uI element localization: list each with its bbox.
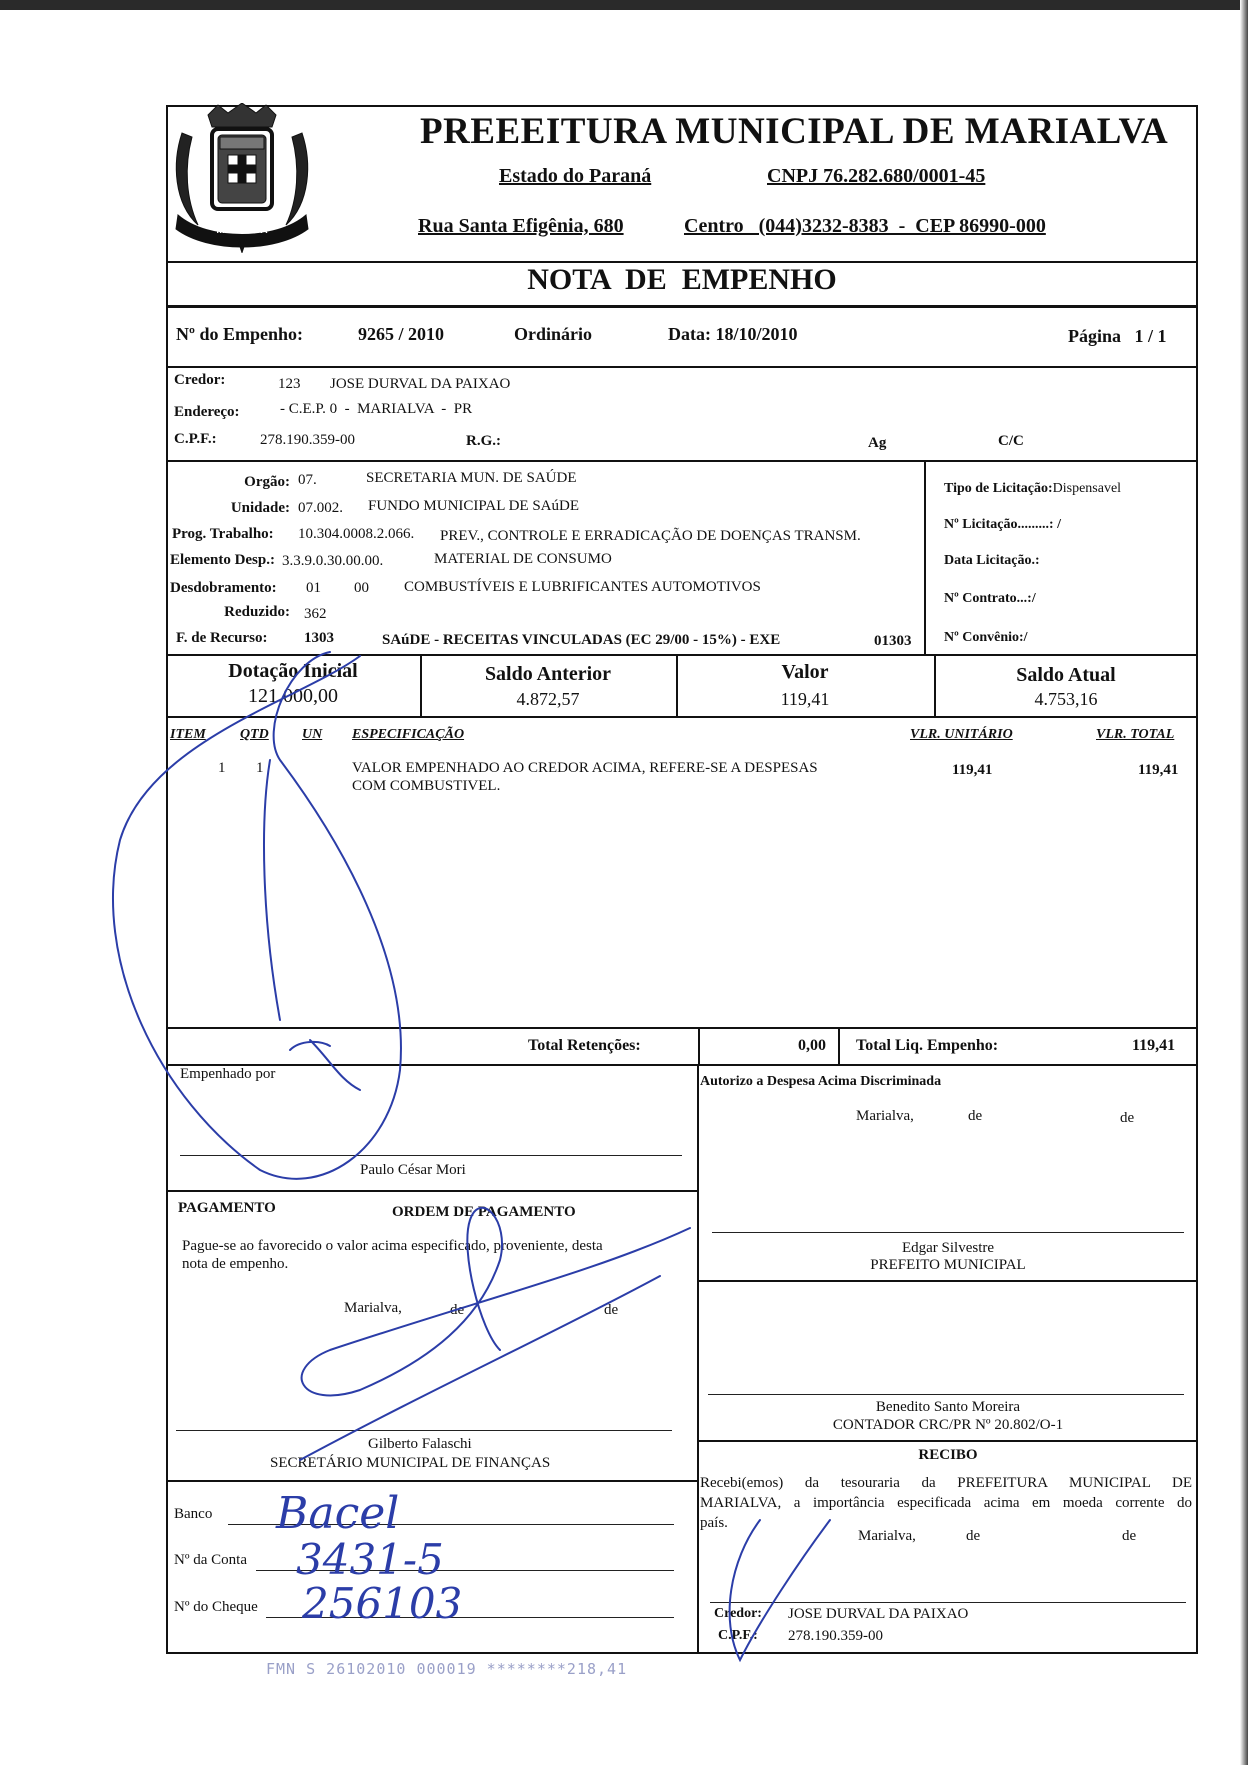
total-liquido-value: 119,41 bbox=[1132, 1037, 1176, 1054]
endereco-label: Endereço: bbox=[174, 404, 240, 420]
doc-title: NOTA DE EMPENHO bbox=[527, 263, 837, 296]
contador-name: Benedito Santo Moreira bbox=[875, 1399, 1021, 1415]
total-retencoes-label: Total Retenções: bbox=[528, 1037, 641, 1054]
valor-value: 119,41 bbox=[780, 689, 830, 709]
empenho-page: Página 1 / 1 bbox=[1068, 326, 1167, 346]
pague-se-line1: Pague-se ao favorecido o valor acima especificado, proveniente, desta bbox=[182, 1238, 603, 1254]
autorizo-de-2: de bbox=[1120, 1110, 1135, 1126]
ordem-de-1: de bbox=[450, 1302, 465, 1318]
unidade-label: Unidade: bbox=[230, 500, 290, 516]
numero-licitacao: Nº Licitação.........: / bbox=[944, 517, 1061, 532]
ordem-pagamento-label: ORDEM DE PAGAMENTO bbox=[392, 1204, 576, 1220]
reduzido-value: 362 bbox=[304, 606, 327, 622]
footer-stamp: FMN S 26102010 000019 ********218,41 bbox=[266, 1660, 628, 1678]
ordem-de-2: de bbox=[604, 1302, 619, 1318]
elemento-code: 3.3.9.0.30.00.00. bbox=[282, 553, 384, 569]
recurso-num: 01303 bbox=[874, 633, 912, 649]
conta-label: Nº da Conta bbox=[174, 1552, 247, 1568]
recibo-line2: MARIALVA, a importância especificada acima em moeda corrente do bbox=[700, 1495, 1192, 1511]
rg-label: R.G.: bbox=[466, 433, 501, 449]
scan-edge bbox=[0, 0, 1248, 10]
recurso-label: F. de Recurso: bbox=[176, 630, 268, 646]
cpf-label: C.P.F.: bbox=[174, 431, 217, 447]
orgao-code: 07. bbox=[298, 472, 317, 488]
empenho-number: 9265 / 2010 bbox=[358, 324, 445, 344]
tipo-licitacao-value: Dispensavel bbox=[1052, 481, 1122, 496]
total-retencoes-value: 0,00 bbox=[798, 1037, 826, 1054]
prefeito-name: Edgar Silvestre bbox=[901, 1240, 995, 1256]
col-especificacao: ESPECIFICAÇÃO bbox=[352, 727, 465, 742]
empenho-number-label: Nº do Empenho: bbox=[176, 324, 303, 344]
numero-convenio: Nº Convênio:/ bbox=[944, 630, 1028, 645]
col-vlr-unitario: VLR. UNITÁRIO bbox=[910, 727, 1013, 742]
dotacao-inicial-value: 121.000,00 bbox=[248, 685, 338, 707]
pagamento-label: PAGAMENTO bbox=[178, 1200, 276, 1216]
header-contact: Centro (044)3232-8383 - CEP 86990-000 bbox=[684, 215, 1046, 237]
signer-paulo: Paulo César Mori bbox=[360, 1162, 466, 1178]
col-un: UN bbox=[302, 727, 323, 742]
table-row bbox=[168, 756, 1196, 806]
data-licitacao: Data Licitação.: bbox=[944, 553, 1040, 568]
ordem-marialva: Marialva, bbox=[344, 1300, 402, 1316]
tipo-licitacao bbox=[944, 479, 1121, 497]
prog-value: PREV., CONTROLE E ERRADICAÇÃO DE DOENÇAS TRANSM. bbox=[440, 528, 861, 544]
ag-label: Ag bbox=[868, 435, 887, 451]
valor-label: Valor bbox=[781, 661, 829, 683]
credor-name: JOSE DURVAL DA PAIXAO bbox=[330, 376, 511, 392]
pague-se-line2: nota de empenho. bbox=[182, 1256, 289, 1272]
header-cnpj: CNPJ 76.282.680/0001-45 bbox=[767, 165, 986, 187]
contador-role: CONTADOR CRC/PR Nº 20.802/O-1 bbox=[832, 1417, 1064, 1433]
saldo-atual-value: 4.753,16 bbox=[1034, 689, 1098, 709]
recibo-cpf-label: C.P.F.: bbox=[718, 1628, 758, 1643]
saldo-anterior-label: Saldo Anterior bbox=[484, 663, 612, 685]
item-description-1: VALOR EMPENHADO AO CREDOR ACIMA, REFERE-SE A DESPESAS bbox=[352, 760, 818, 776]
unidade-value: FUNDO MUNICIPAL DE SAúDE bbox=[368, 498, 579, 514]
saldo-anterior-value: 4.872,57 bbox=[516, 689, 580, 709]
empenho-type: Ordinário bbox=[514, 324, 593, 344]
recurso-value: SAúDE - RECEITAS VINCULADAS (EC 29/00 - 15%) - EXE bbox=[382, 632, 781, 648]
recibo-credor-label: Credor: bbox=[714, 1606, 762, 1621]
scan-edge-right bbox=[1240, 0, 1248, 1765]
recibo-cpf-value: 278.190.359-00 bbox=[788, 1628, 883, 1644]
hand-cheque: 256103 bbox=[302, 1579, 463, 1628]
orgao-value: SECRETARIA MUN. DE SAÚDE bbox=[366, 470, 577, 486]
item-unit-value: 119,41 bbox=[952, 762, 993, 778]
saldo-atual-label: Saldo Atual bbox=[1016, 664, 1116, 686]
recibo-line3: país. bbox=[700, 1515, 728, 1531]
header-state: Estado do Paraná bbox=[499, 165, 652, 187]
col-vlr-total: VLR. TOTAL bbox=[1096, 727, 1175, 742]
elemento-value: MATERIAL DE CONSUMO bbox=[434, 551, 612, 567]
desdobramento-value: COMBUSTÍVEIS E LUBRIFICANTES AUTOMOTIVOS bbox=[404, 579, 761, 595]
credor-label: Credor: bbox=[174, 372, 226, 388]
cpf-value: 278.190.359-00 bbox=[260, 432, 355, 448]
item-number: 1 bbox=[218, 760, 226, 776]
elemento-label: Elemento Desp.: bbox=[170, 552, 275, 568]
header-address: Rua Santa Efigênia, 680 bbox=[418, 215, 624, 237]
banco-label: Banco bbox=[174, 1506, 213, 1522]
prog-label: Prog. Trabalho: bbox=[172, 526, 274, 542]
municipal-seal bbox=[168, 103, 316, 253]
recibo-title: RECIBO bbox=[918, 1447, 978, 1463]
reduzido-label: Reduzido: bbox=[224, 604, 290, 620]
recibo-line1: Recebi(emos) da tesouraria da PREFEITURA MUNICIPAL DE bbox=[700, 1475, 1192, 1491]
signer-gilberto: Gilberto Falaschi bbox=[368, 1436, 472, 1452]
recibo-credor-name: JOSE DURVAL DA PAIXAO bbox=[788, 1606, 969, 1622]
unidade-code: 07.002. bbox=[298, 500, 343, 516]
seal-text: MARIALVA bbox=[216, 225, 268, 236]
empenhado-por-label: Empenhado por bbox=[180, 1066, 276, 1082]
recurso-code: 1303 bbox=[304, 630, 334, 646]
endereco-value: - C.E.P. 0 - MARIALVA - PR bbox=[280, 401, 473, 417]
credor-code: 123 bbox=[278, 376, 301, 392]
hand-banco: Bacel bbox=[276, 1488, 400, 1539]
hand-conta: 3431-5 bbox=[296, 1535, 444, 1584]
col-qtd: QTD bbox=[240, 727, 269, 742]
item-description-2: COM COMBUSTIVEL. bbox=[352, 778, 501, 794]
numero-contrato: Nº Contrato...:/ bbox=[944, 591, 1036, 606]
recibo-de-2: de bbox=[1122, 1528, 1137, 1544]
dotacao-inicial-label: Dotação Inicial bbox=[228, 660, 358, 682]
prefeito-role: PREFEITO MUNICIPAL bbox=[870, 1257, 1026, 1273]
desdobramento-label: Desdobramento: bbox=[170, 580, 277, 596]
desdobramento-b: 00 bbox=[354, 580, 369, 596]
autorizo-de-1: de bbox=[968, 1108, 983, 1124]
total-liquido-label: Total Liq. Empenho: bbox=[856, 1037, 999, 1054]
col-item: ITEM bbox=[170, 727, 206, 742]
recibo-de-1: de bbox=[966, 1528, 981, 1544]
desdobramento-a: 01 bbox=[306, 580, 321, 596]
orgao-label: Orgão: bbox=[244, 474, 290, 490]
empenho-date: Data: 18/10/2010 bbox=[668, 324, 798, 344]
item-qtd: 1 bbox=[256, 760, 264, 776]
autorizo-marialva: Marialva, bbox=[856, 1108, 914, 1124]
item-total-value: 119,41 bbox=[1138, 762, 1179, 778]
autorizo-label: Autorizo a Despesa Acima Discriminada bbox=[700, 1074, 942, 1089]
tipo-licitacao-label: Tipo de Licitação: bbox=[944, 481, 1053, 496]
signer-gilberto-role: SECRETÁRIO MUNICIPAL DE FINANÇAS bbox=[270, 1455, 551, 1471]
recibo-marialva: Marialva, bbox=[858, 1528, 916, 1544]
header-title: PREEEITURA MUNICIPAL DE MARIALVA bbox=[420, 111, 1169, 152]
cc-label: C/C bbox=[998, 433, 1024, 449]
cheque-label: Nº do Cheque bbox=[174, 1599, 258, 1615]
prog-code: 10.304.0008.2.066. bbox=[298, 526, 415, 542]
